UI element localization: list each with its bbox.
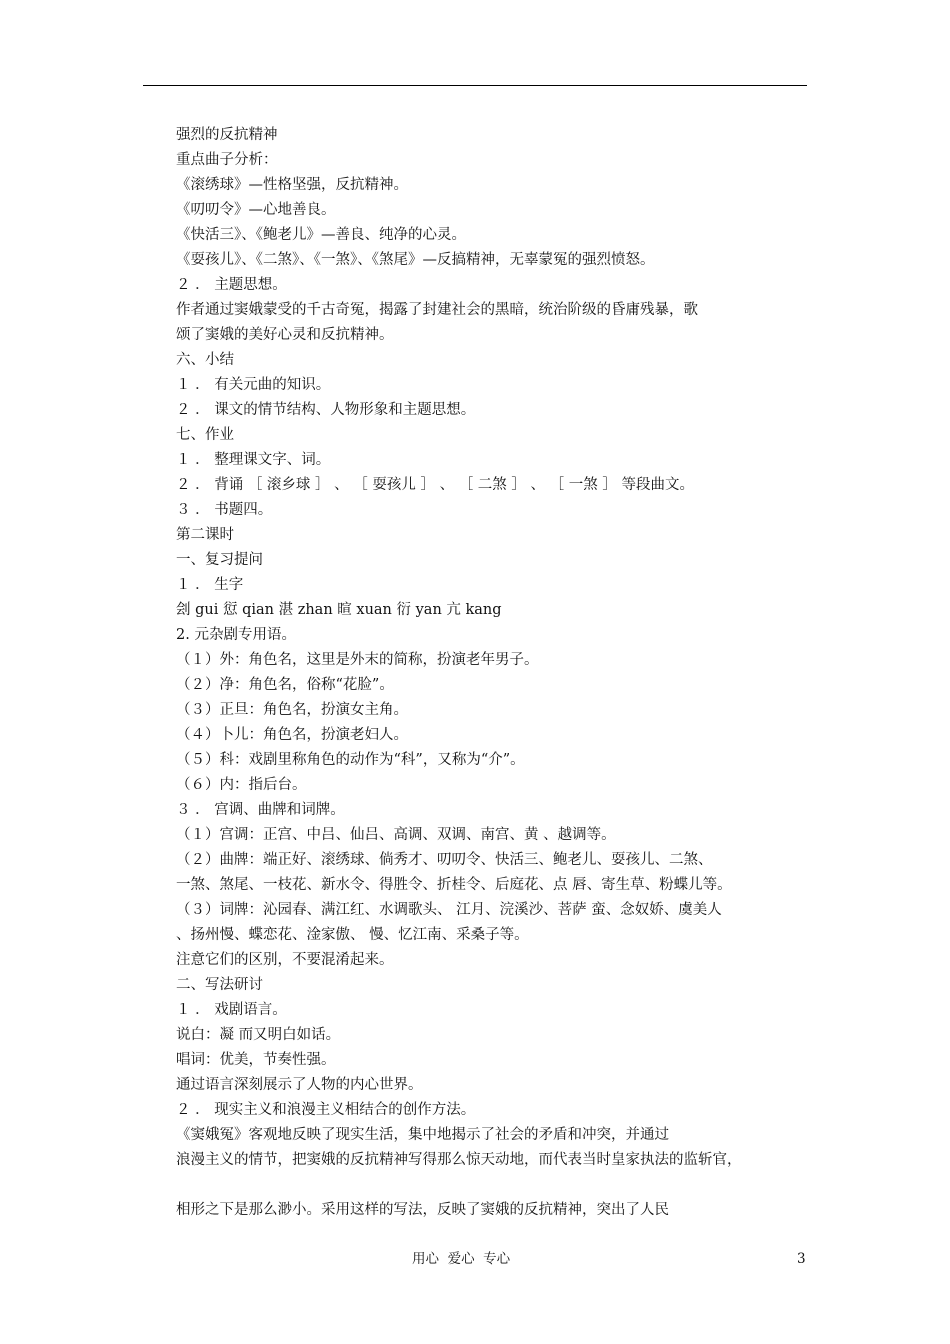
text-line: 注意它们的区别，不要混淆起来。 [176,952,394,968]
text-line: 一、复习提问 [176,552,263,568]
footer-motto: 用心 爱心 专心 [412,1251,511,1267]
text-line: ２ ． 课文的情节结构、人物形象和主题思想。 [176,402,476,418]
text-line: 二、写法研讨 [176,977,263,993]
text-line: 《滚绣球》—性格坚强，反抗精神。 [176,177,408,193]
text-line: （２）曲牌：端正好、滚绣球、倘秀才、叨叨令、快活三、鲍老儿、耍孩儿、二煞、 [176,852,713,868]
text-line: （１）宫调：正宫、中吕、仙吕、高调、双调、南宫、黄 、越调等。 [176,827,616,843]
page-number: 3 [797,1251,806,1267]
text-line: 作者通过窦娥蒙受的千古奇冤，揭露了封建社会的黑暗，统治阶级的昏庸残暴，歌 [176,302,698,318]
text-line: 通过语言深刻展示了人物的内心世界。 [176,1077,423,1093]
text-line: （２）净：角色名，俗称“花脸”。 [176,677,394,693]
text-line: 唱词：优美，节奏性强。 [176,1052,336,1068]
text-line: 重点曲子分析： [176,152,278,168]
text-line: ２ ． 背诵 ［ 滚乡球 ］ 、 ［ 耍孩儿 ］ 、 ［ 二煞 ］ 、 ［ 一煞 ］ 等段曲文。 [176,477,694,493]
text-line: （４）卜儿：角色名，扮演老妇人。 [176,727,408,743]
text-line: 浪漫主义的情节，把窦娥的反抗精神写得那么惊天动地，而代表当时皇家执法的监斩官， [176,1152,742,1168]
text-line: １ ． 戏剧语言。 [176,1002,287,1018]
text-line: １ ． 生字 [176,577,244,593]
text-line: 一煞、煞尾、一枝花、新水令、得胜令、折桂令、后庭花、点 唇、寄生草、粉蝶儿等。 [176,877,732,893]
text-line: （５）科：戏剧里称角色的动作为“科”，又称为“介”。 [176,752,525,768]
page-footer [0,1248,950,1270]
text-line: 《叨叨令》—心地善良。 [176,202,336,218]
text-line: 、扬州慢、蝶恋花、淦家傲、 慢、忆江南、采桑子等。 [176,927,529,943]
text-line: 2. 元杂剧专用语。 [176,627,296,643]
text-line: 刽 gui 愆 qian 湛 zhan 暄 xuan 衍 yan 亢 kang [176,602,502,618]
text-line: （１）外：角色名，这里是外末的简称，扮演老年男子。 [176,652,539,668]
document-body [176,123,826,1223]
text-line: （３）正旦：角色名，扮演女主角。 [176,702,408,718]
text-line: 六、小结 [176,352,234,368]
text-line: 说白：凝 而又明白如话。 [176,1027,341,1043]
text-line: 七、作业 [176,427,234,443]
text-line: ２ ． 主题思想。 [176,277,287,293]
text-line: 颂了窦娥的美好心灵和反抗精神。 [176,327,394,343]
text-line: 强烈的反抗精神 [176,127,278,143]
text-line: （６）内：指后台。 [176,777,307,793]
text-line: 相形之下是那么渺小。采用这样的写法，反映了窦娥的反抗精神，突出了人民 [176,1202,669,1218]
text-line: ２ ． 现实主义和浪漫主义相结合的创作方法。 [176,1102,476,1118]
header-rule [143,85,807,86]
text-line: 《快活三》、《鲍老儿》—善良、纯净的心灵。 [176,227,466,243]
text-line: 《窦娥冤》客观地反映了现实生活，集中地揭示了社会的矛盾和冲突，并通过 [176,1127,669,1143]
text-line: １ ． 整理课文字、词。 [176,452,331,468]
text-line: 《耍孩儿》、《二煞》、《一煞》、《煞尾》—反搞精神，无辜蒙冤的强烈愤怒。 [176,252,655,268]
text-line: ３ ． 书题四。 [176,502,273,518]
text-line: 第二课时 [176,527,234,543]
text-line: （３）词牌：沁园春、满江红、水调歌头、 江月、浣溪沙、菩萨 蛮、念奴娇、虞美人 [176,902,722,918]
text-line: １ ． 有关元曲的知识。 [176,377,331,393]
text-line: ３ ． 宫调、曲牌和词牌。 [176,802,345,818]
